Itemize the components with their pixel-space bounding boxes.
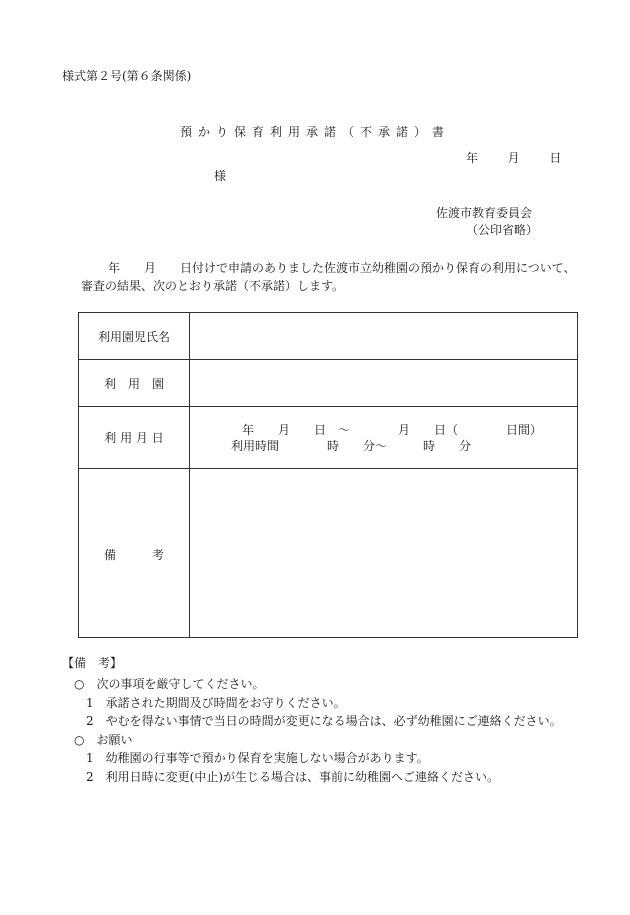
kindergarten-label: 利 用 園 <box>103 377 164 391</box>
note-item: 2 やむを得ない事情で当日の時間が変更になる場合は、必ず幼稚園にご連絡ください。 <box>86 714 562 728</box>
notes-heading: 【備 考】 <box>62 656 123 670</box>
table-row-dates <box>79 407 577 469</box>
seal-omitted-note: （公印省略） <box>466 223 539 237</box>
note-item: 1 幼稚園の行事等で預かり保育を実施しない場合があります。 <box>86 751 429 765</box>
note-item: ○ 次の事項を厳守してください。 <box>74 677 265 691</box>
date-year-label: 年 <box>466 151 479 165</box>
approval-form-table <box>78 312 578 638</box>
usage-time: 利用時間 時 分～ 時 分 <box>231 439 472 453</box>
remarks-label: 備 考 <box>103 548 164 562</box>
body-text-line-1: 年 月 日付けで申請のありました佐渡市立幼稚園の預かり保育の利用について、 <box>108 261 576 275</box>
form-number: 様式第２号(第６条関係) <box>62 69 192 83</box>
table-row-kindergarten <box>79 360 577 407</box>
table-row-child-name <box>79 313 577 360</box>
date-month-label: 月 <box>507 151 520 165</box>
issuer-name: 佐渡市教育委員会 <box>436 206 533 220</box>
issue-date <box>466 152 561 164</box>
dates-period: 年 月 日 ～ 月 日（ 日間） <box>242 423 543 437</box>
child-name-label: 利用園児氏名 <box>97 330 170 344</box>
document-title: 預かり保育利用承諾（不承諾）書 <box>179 125 450 139</box>
note-item: 1 承諾された期間及び時間をお守りください。 <box>86 696 346 710</box>
child-name-value <box>190 313 577 359</box>
date-day-label: 日 <box>549 151 562 165</box>
body-text-line-2: 審査の結果、次のとおり承諾（不承諾）します。 <box>81 279 345 293</box>
table-row-remarks <box>79 469 577 637</box>
column-divider <box>189 407 190 468</box>
note-item: 2 利用日時に変更(中止)が生じる場合は、事前に幼稚園へご連絡ください。 <box>86 770 500 784</box>
kindergarten-value <box>190 360 577 406</box>
note-item: ○ お願い <box>74 733 133 747</box>
remarks-value <box>190 469 577 637</box>
addressee-suffix: 様 <box>214 169 227 183</box>
dates-label: 利 用 月 日 <box>104 431 164 445</box>
